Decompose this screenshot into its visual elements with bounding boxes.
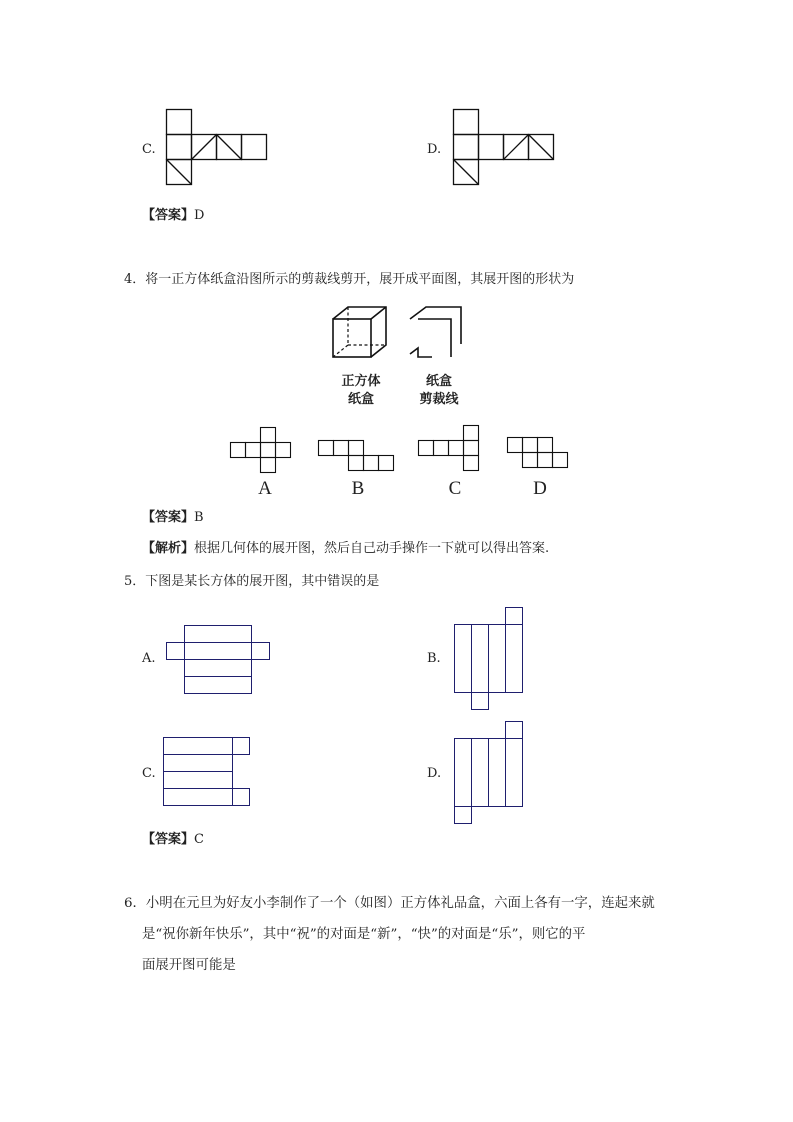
q4-option-c-letter: C: [448, 478, 462, 499]
q5-question: 5．下图是某长方体的展开图，其中错误的是: [124, 574, 380, 589]
q4-option-a-net: [230, 427, 296, 475]
q4-option-b-net: [318, 440, 400, 474]
answer-tag: 【答案】: [142, 208, 195, 223]
answer-value: D: [194, 208, 205, 223]
q3-option-d-label: D.: [427, 142, 442, 157]
q4-caption-cube: [325, 373, 397, 409]
q5-option-b-net: [453, 606, 525, 712]
q5-option-b-label: B.: [427, 651, 441, 666]
q3-option-c-label: C.: [142, 142, 156, 157]
q4-cut-line-figure: [406, 304, 466, 362]
q3-option-d-net: [453, 109, 559, 187]
q5-option-a-net: [166, 625, 272, 695]
q3-option-c-net: [166, 109, 272, 187]
q4-option-d-net: [507, 437, 573, 471]
q5-answer: [142, 832, 204, 848]
answer-value: B: [194, 510, 204, 525]
q4-option-a-letter: A: [258, 478, 272, 499]
caption-line: 剪裁线: [419, 392, 459, 407]
q4-caption-cut: [403, 373, 475, 409]
q4-analysis: [142, 541, 549, 557]
q4-option-b-letter: B: [351, 478, 365, 499]
analysis-text: 根据几何体的展开图，然后自己动手操作一下就可以得出答案.: [194, 541, 550, 556]
q5-option-d-label: D.: [427, 766, 442, 781]
answer-tag: 【答案】: [142, 832, 195, 847]
q6-line-2: 是“祝你新年快乐”，其中“祝”的对面是“新”，“快”的对面是“乐”，则它的平: [142, 927, 586, 942]
q6-line-3: 面展开图可能是: [142, 958, 236, 973]
answer-tag: 【答案】: [142, 510, 195, 525]
q4-answer: [142, 510, 204, 526]
q4-option-d-letter: D: [533, 478, 547, 499]
q4-question: 4．将一正方体纸盒沿图所示的剪裁线剪开，展开成平面图，其展开图的形状为: [124, 272, 575, 287]
q5-option-a-label: A.: [142, 651, 156, 666]
caption-line: 纸盒: [347, 392, 374, 407]
caption-line: 纸盒: [425, 374, 452, 389]
q4-option-c-net: [418, 425, 484, 473]
q5-option-c-net: [163, 737, 253, 809]
q4-cube-figure: [330, 304, 390, 362]
q5-option-d-net: [453, 720, 525, 826]
q5-option-c-label: C.: [142, 766, 156, 781]
q3-answer: [142, 208, 204, 224]
analysis-tag: 【解析】: [142, 541, 195, 556]
caption-line: 正方体: [341, 374, 381, 389]
q6-line-1: 6．小明在元旦为好友小李制作了一个（如图）正方体礼品盒，六面上各有一字，连起来就: [124, 896, 655, 911]
answer-value: C: [194, 832, 204, 847]
